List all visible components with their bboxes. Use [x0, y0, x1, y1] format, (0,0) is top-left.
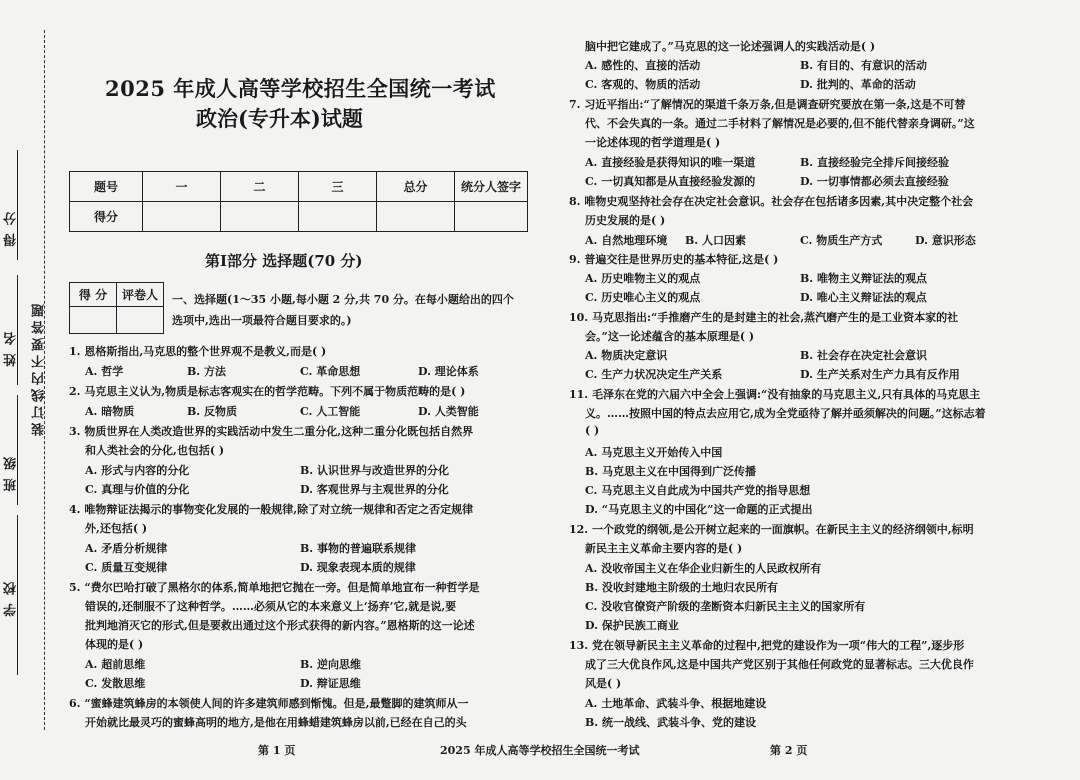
question-7-line: 一论述体现的哲学道理是( ) — [585, 136, 721, 149]
option[interactable]: B. 社会存在决定社会意识 — [800, 349, 927, 362]
option[interactable]: B. 有目的、有意识的活动 — [800, 59, 927, 72]
question-10-line: 10. 马克思指出:“手推磨产生的是封建主的社会,蒸汽磨产生的是工业资本家的社 — [569, 311, 959, 324]
option[interactable]: B. 统一战线、武装斗争、党的建设 — [585, 716, 756, 729]
option[interactable]: A. 历史唯物主义的观点 — [585, 272, 701, 285]
question-5-line: 体现的是( ) — [85, 638, 144, 651]
option[interactable]: B. 人口因素 — [685, 234, 746, 247]
option[interactable]: A. 矛盾分析规律 — [85, 542, 168, 555]
binding-margin — [0, 0, 58, 780]
question-6-line: 6. “蜜蜂建筑蜂房的本领使人间的许多建筑师感到惭愧。但是,最蹩脚的建筑师从一 — [69, 697, 469, 710]
option[interactable]: A. 形式与内容的分化 — [85, 464, 190, 477]
option[interactable]: B. 事物的普遍联系规律 — [300, 542, 416, 555]
option[interactable]: A. 暗物质 — [85, 405, 135, 418]
option[interactable]: C. 一切真知都是从直接经验发源的 — [585, 175, 756, 188]
option[interactable]: D. 批判的、革命的活动 — [800, 78, 916, 91]
score-cell: 得分 — [70, 202, 143, 232]
question-13-line: 13. 党在领导新民主主义革命的过程中,把党的建设作为一项“伟大的工程”,逐步形 — [569, 639, 965, 652]
exam-subtitle: 政治(专升本)试题 — [196, 106, 363, 131]
option[interactable]: D. 一切事情都必须去直接经验 — [800, 175, 949, 188]
question-6-line: 开始就比最灵巧的蜜蜂高明的地方,是他在用蜂蜡建筑蜂房以前,已经在自己的头 — [85, 716, 467, 729]
exam-title: 2025 年成人高等学校招生全国统一考试 — [105, 76, 496, 101]
question-3-line: 3. 物质世界在人类改造世界的实践活动中发生二重分化,这种二重分化既包括自然界 — [69, 425, 474, 438]
option[interactable]: C. 客观的、物质的活动 — [585, 78, 701, 91]
binding-warning: 装订线内不要答题 — [32, 300, 47, 436]
option[interactable]: B. 反物质 — [187, 405, 237, 418]
option[interactable]: C. 生产力状况决定生产关系 — [585, 368, 723, 381]
option[interactable]: C. 真理与价值的分化 — [85, 483, 190, 496]
question-7-line: 代、不会失真的一条。通过二手材料了解情况是必要的,但不能代替亲身调研。”这 — [585, 117, 975, 130]
question-4-line: 外,还包括( ) — [85, 522, 148, 535]
option[interactable]: D. 意识形态 — [915, 234, 976, 247]
option[interactable]: D. 辩证思维 — [300, 677, 361, 690]
option[interactable]: B. 认识世界与改造世界的分化 — [300, 464, 449, 477]
option[interactable]: A. 直接经验是获得知识的唯一渠道 — [585, 156, 756, 169]
question-4-line: 4. 唯物辩证法揭示的事物变化发展的一般规律,除了对立统一规律和否定之否定规律 — [69, 503, 474, 516]
option[interactable]: B. 直接经验完全排斥间接经验 — [800, 156, 949, 169]
score-table-header-row — [70, 172, 528, 202]
question-6-line: 脑中把它建成了。”马克思的这一论述强调人的实践活动是( ) — [585, 40, 876, 53]
question-3-line: 和人类社会的分化,也包括( ) — [85, 444, 225, 457]
option[interactable]: B. 没收封建地主阶级的土地归农民所有 — [585, 581, 778, 594]
question-2-stem: 2. 马克思主义认为,物质是标志客观实在的哲学范畴。下列不属于物质范畴的是( ) — [69, 385, 466, 398]
footer-exam-name: 2025 年成人高等学校招生全国统一考试 — [440, 744, 640, 757]
margin-label-school: 学 校 — [4, 580, 19, 617]
score-cell[interactable] — [221, 202, 299, 232]
score-cell: 三 — [299, 172, 377, 202]
question-8-line: 历史发展的是( ) — [585, 214, 666, 227]
grader-name-cell[interactable] — [117, 307, 164, 334]
option[interactable]: C. 没收官僚资产阶级的垄断资本归新民主主义的国家所有 — [585, 600, 866, 613]
question-11-line: 义。……按照中国的特点去应用它,成为全党亟待了解并亟须解决的问题。”这标志着 — [585, 407, 986, 420]
option[interactable]: D. 客观世界与主观世界的分化 — [300, 483, 449, 496]
score-table-score-row — [70, 202, 528, 232]
option[interactable]: D. “马克思主义的中国化”这一命题的正式提出 — [585, 503, 813, 516]
score-cell: 二 — [221, 172, 299, 202]
score-table — [69, 171, 528, 232]
option[interactable]: C. 物质生产方式 — [800, 234, 883, 247]
margin-label-name: 姓 名 — [4, 330, 19, 367]
option[interactable]: B. 方法 — [187, 365, 226, 378]
score-cell[interactable] — [299, 202, 377, 232]
question-10-line: 会。”这一论述蕴含的基本原理是( ) — [585, 330, 755, 343]
option[interactable]: A. 超前思维 — [85, 658, 146, 671]
option[interactable]: A. 物质决定意识 — [585, 349, 668, 362]
margin-label-score: 得 分 — [4, 210, 19, 247]
score-cell: 一 — [143, 172, 221, 202]
option[interactable]: C. 人工智能 — [300, 405, 361, 418]
option[interactable]: D. 保护民族工商业 — [585, 619, 679, 632]
grader-table — [69, 282, 164, 334]
question-8-line: 8. 唯物史观坚持社会存在决定社会意识。社会存在包括诸多因素,其中决定整个社会 — [569, 195, 974, 208]
option[interactable]: A. 自然地理环境 — [585, 234, 668, 247]
page-number-2: 第 2 页 — [770, 744, 808, 757]
option[interactable]: A. 土地革命、武装斗争、根据地建设 — [585, 697, 767, 710]
question-9-line: 9. 普遍交往是世界历史的基本特征,这是( ) — [569, 253, 779, 266]
option[interactable]: A. 感性的、直接的活动 — [585, 59, 701, 72]
option[interactable]: D. 现象表现本质的规律 — [300, 561, 416, 574]
question-13-line: 成了三大优良作风,这是中国共产党区别于其他任何政党的显著标志。三大优良作 — [585, 658, 974, 671]
question-5-line: 批判地消灭它的形式,但是要救出通过这个形式获得的新内容。”恩格斯的这一论述 — [85, 619, 475, 632]
option[interactable]: C. 质量互变规律 — [85, 561, 168, 574]
question-13-line: 风是( ) — [585, 677, 622, 690]
question-11-line: 11. 毛泽东在党的六届六中全会上强调:“没有抽象的马克思主义,只有具体的马克思主 — [569, 388, 981, 401]
grader-score-cell[interactable] — [70, 307, 117, 334]
question-12-line: 12. 一个政党的纲领,是公开树立起来的一面旗帜。在新民主主义的经济纲领中,标明 — [569, 523, 974, 536]
option[interactable]: A. 没收帝国主义在华企业归新生的人民政权所有 — [585, 562, 822, 575]
score-cell: 总分 — [377, 172, 455, 202]
option[interactable]: C. 革命思想 — [300, 365, 361, 378]
grader-name-header: 评卷人 — [117, 283, 164, 307]
part-one-title: 第Ⅰ部分 选择题(70 分) — [205, 252, 363, 270]
option[interactable]: B. 逆向思维 — [300, 658, 361, 671]
option[interactable]: D. 理论体系 — [418, 365, 479, 378]
option[interactable]: D. 唯心主义辩证法的观点 — [800, 291, 927, 304]
question-12-line: 新民主主义革命主要内容的是( ) — [585, 542, 743, 555]
option[interactable]: D. 生产关系对生产力具有反作用 — [800, 368, 960, 381]
margin-label-class: 班 级 — [4, 455, 19, 492]
question-5-line: 5. “费尔巴哈打破了黑格尔的体系,简单地把它抛在一旁。但是简单地宣布一种哲学是 — [69, 581, 480, 594]
option[interactable]: B. 唯物主义辩证法的观点 — [800, 272, 927, 285]
score-cell[interactable] — [455, 202, 528, 232]
question-5-line: 错误的,还制服不了这种哲学。……必须从它的本来意义上‘扬弃’它,就是说,要 — [85, 600, 457, 613]
section-instructions: 一、选择题(1～35 小题,每小题 2 分,共 70 分。在每小题给出的四个选项中,选出一项最符合题目要求的。) — [172, 293, 514, 327]
option[interactable]: C. 马克思主义自此成为中国共产党的指导思想 — [585, 484, 811, 497]
option[interactable]: A. 马克思主义开始传入中国 — [585, 446, 723, 459]
score-cell[interactable] — [143, 202, 221, 232]
option[interactable]: C. 历史唯心主义的观点 — [585, 291, 701, 304]
score-cell: 统分人签字 — [455, 172, 528, 202]
option[interactable]: B. 马克思主义在中国得到广泛传播 — [585, 465, 756, 478]
question-7-line: 7. 习近平指出:“了解情况的渠道千条万条,但是调查研究要放在第一条,这是不可替 — [569, 98, 966, 111]
question-1-stem: 1. 恩格斯指出,马克思的整个世界观不是教义,而是( ) — [69, 345, 327, 358]
score-cell[interactable] — [377, 202, 455, 232]
score-cell: 题号 — [70, 172, 143, 202]
option[interactable]: D. 人类智能 — [418, 405, 479, 418]
grader-score-header: 得 分 — [70, 283, 117, 307]
page-number-1: 第 1 页 — [258, 744, 296, 757]
option[interactable]: A. 哲学 — [85, 365, 124, 378]
option[interactable]: C. 发散思维 — [85, 677, 146, 690]
question-11-line: ( ) — [585, 424, 600, 437]
